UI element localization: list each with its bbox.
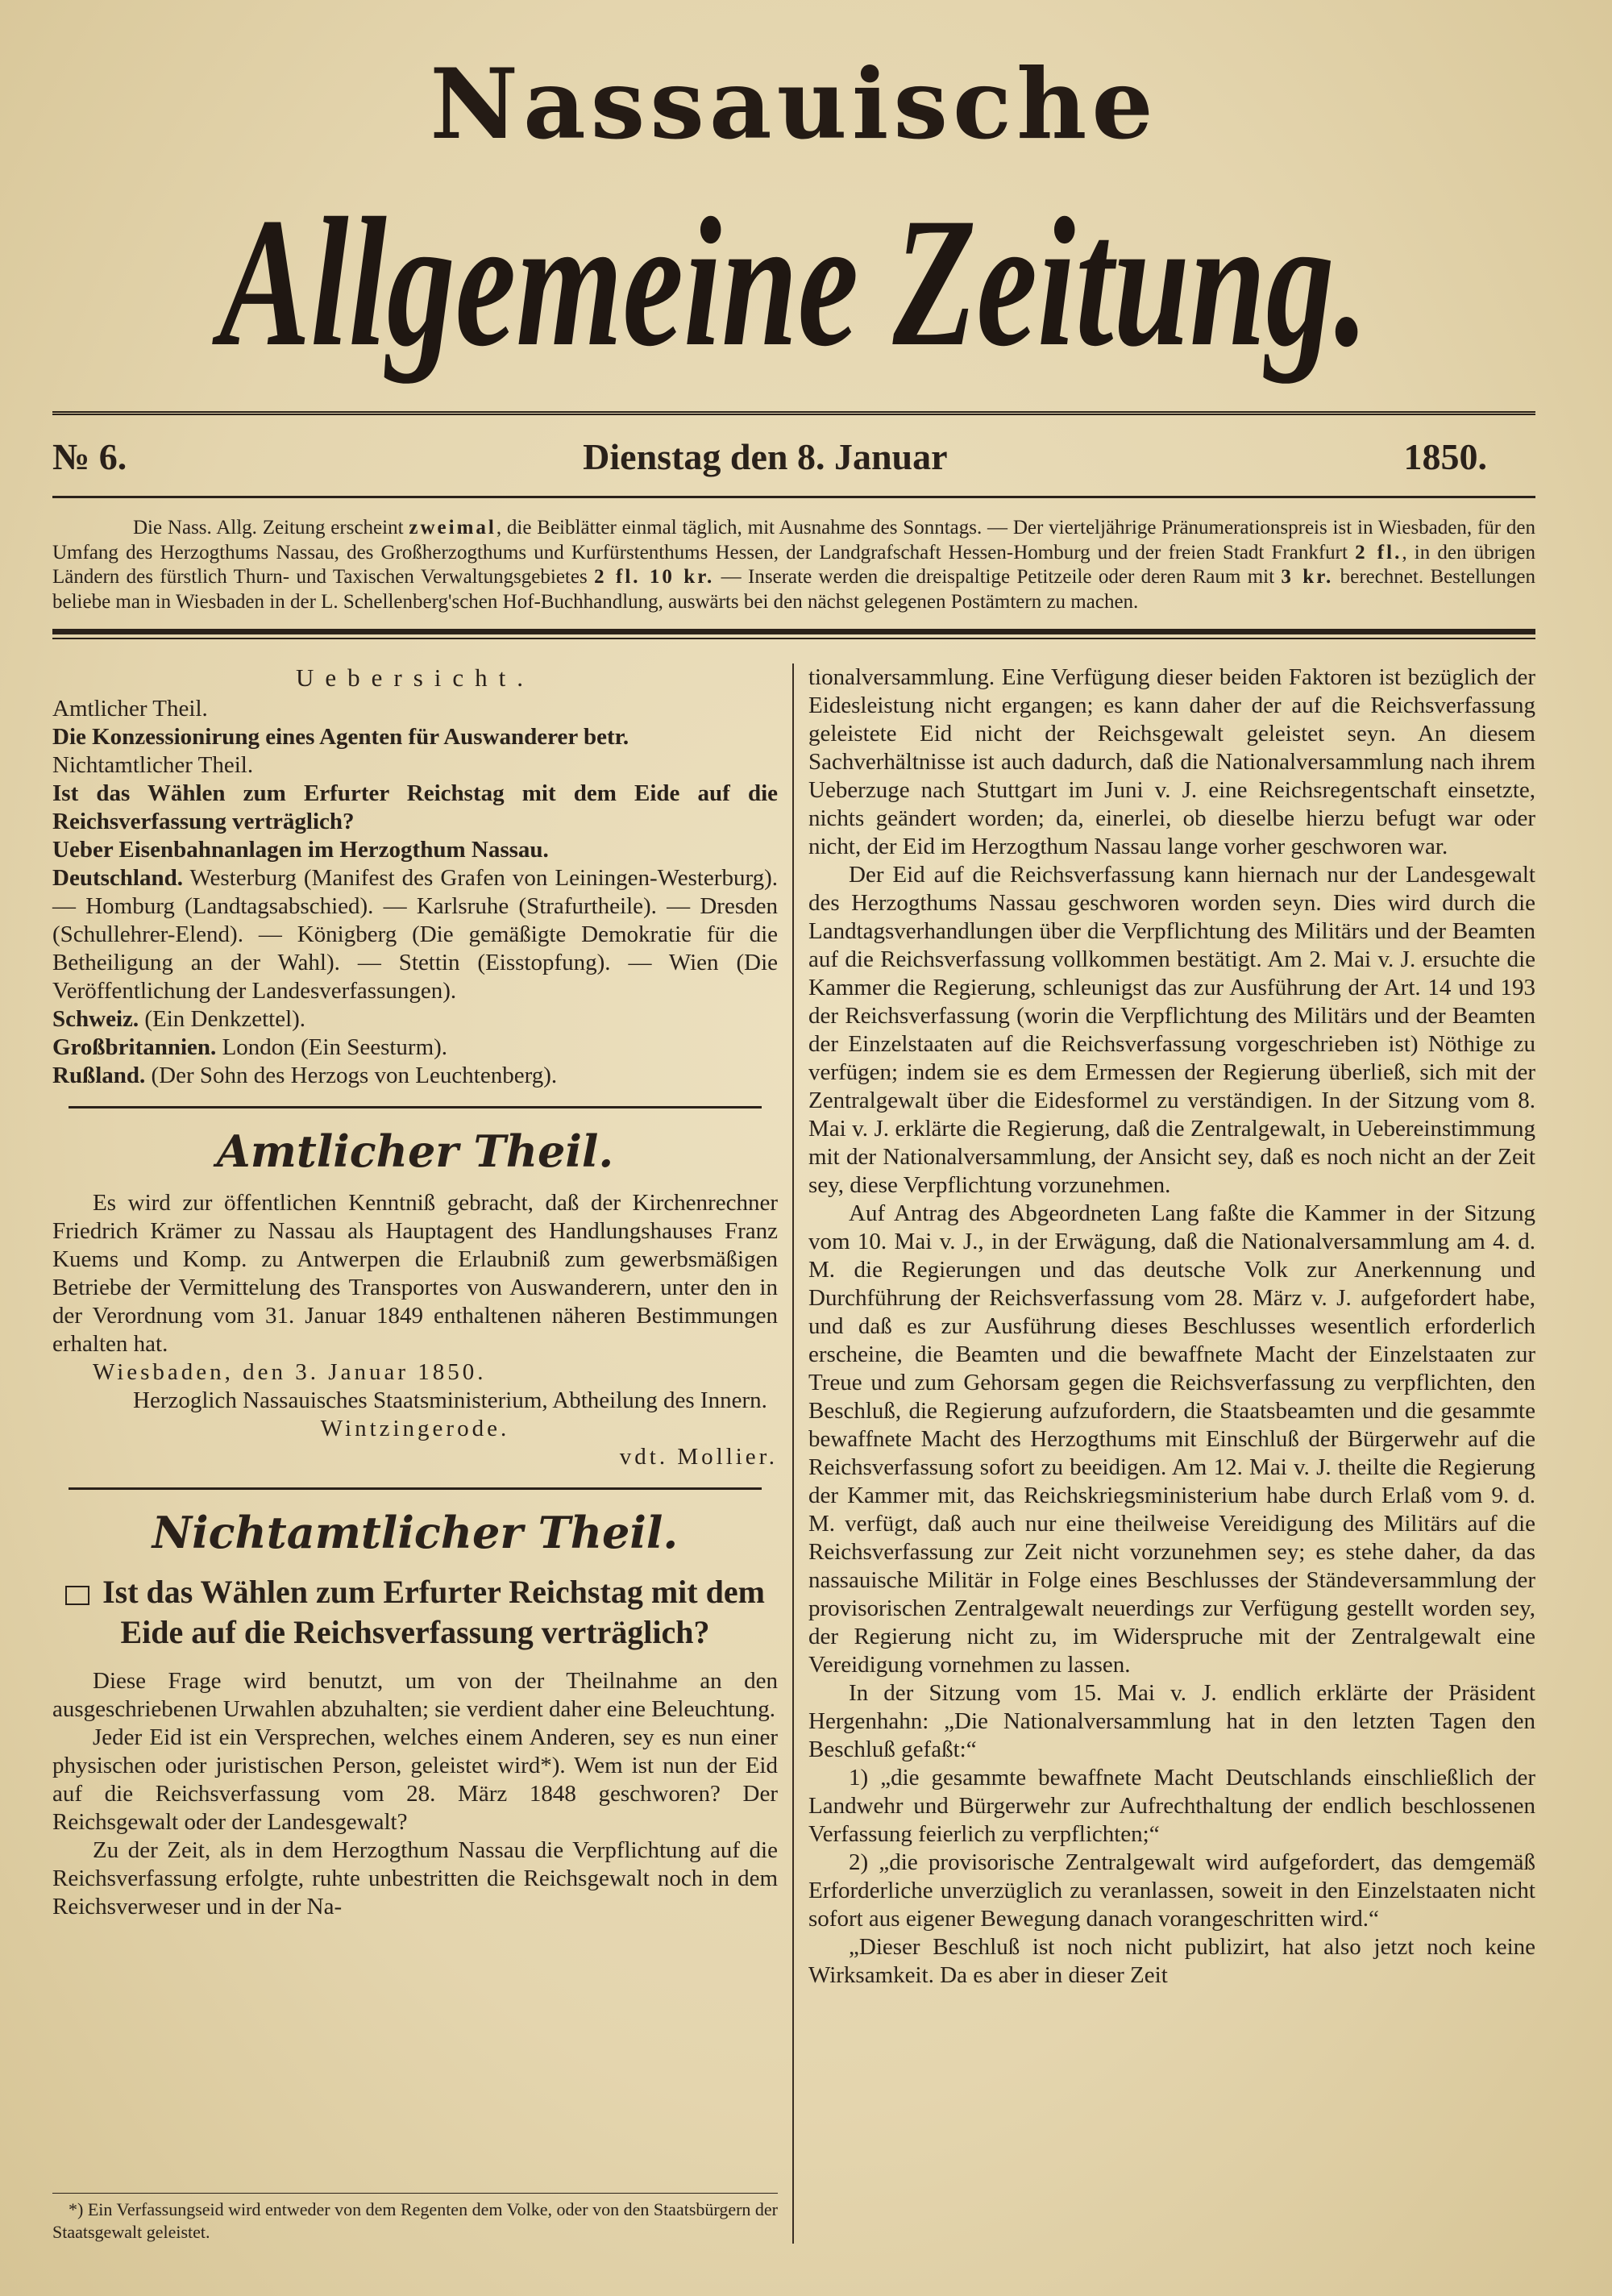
publication-info (52, 498, 1535, 629)
columns (52, 663, 1535, 2244)
country-name: Schweiz. (52, 1006, 139, 1032)
left-column (52, 663, 794, 2244)
article-paragraph: In der Sitzung vom 15. Mai v. J. endlich erklärte der Präsident Hergenhahn: „Die Nationalversammlung hat in den letzten Tagen den Beschluß gefaßt:“ (808, 1680, 1535, 1762)
correspondent-mark-icon (65, 1586, 89, 1605)
article-paragraph: Jeder Eid ist ein Versprechen, welches einem Anderen, sey es nun einer physischen oder juristischen Person, geleistet wird*). Wem ist nun der Eid auf die Reichsverfassung vom 28. März 1848 geschworen? Der Reichsgewalt oder der Landesgewalt? (52, 1724, 778, 1835)
article-paragraph: Auf Antrag des Abgeordneten Lang faßte die Kammer in der Sitzung vom 10. Mai v. J., in der Erwägung, daß die Nationalversammlung am 4. d. M. die Regierungen und das deutsche Volk zur Anerkennung und Durchführung der Reichsverfassung vom 28. März v. J. aufgefordert habe, und daß es zur Ausführung dieses Beschlusses wesentlich erforderlich erscheine, die Beamten und die bewaffnete Macht der Einzelstaaten zur Treue und zum Gehorsam gegen die Reichsverfassung zu verpflichten, den Beschluß, die Regierung aufzufordern, die Staatsbeamten und die gesammte bewaffnete Macht des Herzogthums mit Einschluß der Bürgerwehr auf die Reichsverfassung sofort zu beeidigen. Am 12. Mai v. J. theilte die Regierung der Kammer mit, das Reichskriegsministerium habe durch Erlaß vom 9. d. M. verfügt, daß auch nur eine theilweise Vereidigung des Militärs auf die Reichsverfassung zur Zeit nicht vorzunehmen sey; es stehe daher, da das nassauische Militär in Folge eines Beschlusses der Ständeversammlung der provisorischen Zentralgewalt neuerdings zur Verfügung gestellt worden sey, der Regierung nicht zu, im Widerspruche mit der Zentralgewalt eine Vereidigung vornehmen zu lassen. (808, 1200, 1535, 1678)
info-text: , die Beiblätter einmal täglich, mit Ausnahme des Sonntags. — Der vierteljährige Pränumerationspreis ist in Wiesbaden, für den Umfang des Herzogthums Nassau, des Großherzogthums und Kurfürstenthums Hessen, der Landgrafschaft Hessen-Homburg und der freien Stadt Frankfurt (52, 517, 1536, 564)
overview-section: Nichtamtlicher Theil. (52, 752, 254, 778)
overview-country (52, 1034, 778, 1062)
country-text: London (Ein Seesturm). (216, 1034, 448, 1060)
overview-country (52, 864, 778, 1005)
notice-place-date: Wiesbaden, den 3. Januar 1850. (93, 1359, 487, 1385)
article-paragraph: „Dieser Beschluß ist noch nicht publizirt, hat also jetzt noch keine Wirksamkeit. Da es aber in dieser Zeit (808, 1934, 1535, 1988)
article-paragraph: 1) „die gesammte bewaffnete Macht Deutschlands einschließlich der Landwehr und Bürgerwehr zur Aufrechthaltung der endlich beschlossenen Verfassung feierlich zu verpflichten;“ (808, 1765, 1535, 1847)
article-paragraph: tionalversammlung. Eine Verfügung dieser beiden Faktoren ist bezüglich der Eidesleistung nicht ergangen; es kann daher der auf die Reichsverfassung geleistete Eid nicht der Reichsgewalt geleistet seyn. An diesem Sachverhältnisse ist auch dadurch, daß die Nationalversammlung nach ihrem Ueberzuge nach Stuttgart im Juni v. J. eine Reichsregentschaft einsetzte, nichts geändert worden; da, einerlei, ob dieselbe hierzu befugt war oder nicht, der Eid im Herzogthum Nassau lange vorher geschworen war. (808, 664, 1535, 859)
article-title-text: Ist das Wählen zum Erfurter Reichstag mit dem Eide auf die Reichsverfassung verträglich? (102, 1574, 765, 1650)
overview-section: Amtlicher Theil. (52, 696, 208, 722)
footnote: *) Ein Verfassungseid wird entweder von dem Regenten dem Volke, oder von den Staatsbürgern der Staatsgewalt geleistet. (52, 2193, 778, 2244)
overview-title: Uebersicht. (295, 663, 535, 692)
country-name: Deutschland. (52, 865, 183, 891)
masthead-line-1: Nassauische (430, 48, 1158, 161)
article-paragraph: 2) „die provisorische Zentralgewalt wird aufgefordert, das demgemäß Erforderliche unverzüglich zu veranlassen, soweit in den Einzelstaaten nicht sofort aus eigener Bewegung danach vorangeschritten wird.“ (808, 1849, 1535, 1932)
official-notice: Es wird zur öffentlichen Kenntniß gebracht, daß der Kirchenrechner Friedrich Krämer zu Nassau als Hauptagent des Handlungshauses Franz Kuems und Komp. zu Antwerpen die Erlaubniß zum gewerbsmäßigen Betriebe der Vermittelung des Transportes von Auswanderern, unter den in der Verordnung vom 31. Januar 1849 enthaltenen näheren Bestimmungen erhalten hat. (52, 1190, 778, 1357)
article-paragraph: Zu der Zeit, als in dem Herzogthum Nassau die Verpflichtung auf die Reichsverfassung erfolgte, ruhte unbestritten die Reichsgewalt noch in dem Reichsverweser und in der Na- (52, 1837, 778, 1920)
notice-authority: Herzoglich Nassauisches Staatsministerium, Abtheilung des Innern. (133, 1387, 767, 1413)
info-text: , in den übrigen Ländern des fürstlich Thurn- und Taxischen Verwaltungsgebietes (52, 541, 1535, 588)
masthead-title: Allgemeine Zeitung. (218, 180, 1369, 385)
info-text: Die Nass. Allg. Zeitung erscheint (133, 517, 409, 539)
issue-line (52, 418, 1535, 496)
overview-item: Die Konzessionirung eines Agenten für Auswanderer betr. (52, 724, 629, 750)
section-heading-nichtamtlich: Nichtamtlicher Theil. (152, 1507, 679, 1558)
article-paragraph: Der Eid auf die Reichsverfassung kann hiernach nur der Landesgewalt des Herzogthums Nassau geschworen worden seyn. Dies wird durch die Landtagsverhandlungen über die Verpflichtung des Militärs und der Beamten auf die Reichsverfassung vollkommen bestätigt. Am 2. Mai v. J. ersuchte die Kammer die Regierung, schleunigst das zur Ausführung der Art. 14 und 193 der Reichsverfassung (worin die Verpflichtung des Militärs und der Beamten der Einzelstaaten auf die Reichsverfassung vorgeschrieben ist) Nöthige zu verfügen; indem sie es dem Ermessen der Regierung überließ, sich mit der Zentralgewalt über die Eidesformel zu verständigen. In der Sitzung vom 8. Mai v. J. erklärte die Regierung, daß die Zentralgewalt, in Uebereinstimmung mit der Nationalversammlung, der Ansicht sey, daß es noch nicht an der Zeit sey, diese Verpflichtung vorzunehmen. (808, 862, 1535, 1198)
notice-vdt: vdt. Mollier. (619, 1444, 778, 1470)
country-name: Großbritannien. (52, 1034, 217, 1060)
notice-signature: Wintzingerode. (320, 1416, 510, 1441)
overview (52, 663, 778, 1090)
right-column (794, 663, 1535, 2244)
divider (69, 1106, 762, 1108)
issue-number: № 6. (52, 436, 127, 477)
info-emphasis: zweimal (409, 517, 496, 539)
overview-country (52, 1005, 778, 1034)
divider (52, 629, 1535, 639)
issue-year: 1850. (1403, 436, 1487, 477)
country-name: Rußland. (52, 1063, 146, 1088)
info-price: 3 kr. (1281, 566, 1334, 588)
country-text: (Ein Denkzettel). (139, 1006, 306, 1032)
issue-date: Dienstag den 8. Januar (583, 436, 948, 477)
article-paragraph: Diese Frage wird benutzt, um von der Theilnahme an den ausgeschriebenen Urwahlen abzuhalten; sie verdient daher eine Beleuchtung. (52, 1668, 778, 1722)
overview-item: Ist das Wählen zum Erfurter Reichstag mit dem Eide auf die Reichsverfassung verträglich? (52, 780, 778, 834)
overview-item: Ueber Eisenbahnanlagen im Herzogthum Nassau. (52, 837, 549, 863)
divider (69, 1487, 762, 1490)
info-price: 2 fl. (1355, 541, 1402, 564)
info-price: 2 fl. 10 kr. (594, 566, 715, 588)
section-heading-amtlich: Amtlicher Theil. (216, 1125, 614, 1177)
info-text: — Inserate werden die dreispaltige Petitzeile oder deren Raum mit (714, 566, 1282, 588)
country-text: Westerburg (Manifest des Grafen von Leiningen-Westerburg). — Homburg (Landtagsabschied). — Karlsruhe (Strafurtheile). — Dresden (Schullehrer-Elend). — Königberg (Die gemäßigte Demokratie für die Betheiligung an der Wahl). — Stettin (Eisstopfung). — Wien (Die Veröffentlichung der Landesverfassungen). (52, 865, 778, 1004)
country-text: (Der Sohn des Herzogs von Leuchtenberg). (145, 1063, 558, 1088)
article-title (52, 1572, 778, 1653)
info-text: berechnet. Bestellungen beliebe man in Wiesbaden in der L. Schellenberg'schen Hof-Buchhandlung, auswärts bei den nächst gelegenen Postämtern zu machen. (52, 566, 1535, 613)
overview-country (52, 1062, 778, 1090)
